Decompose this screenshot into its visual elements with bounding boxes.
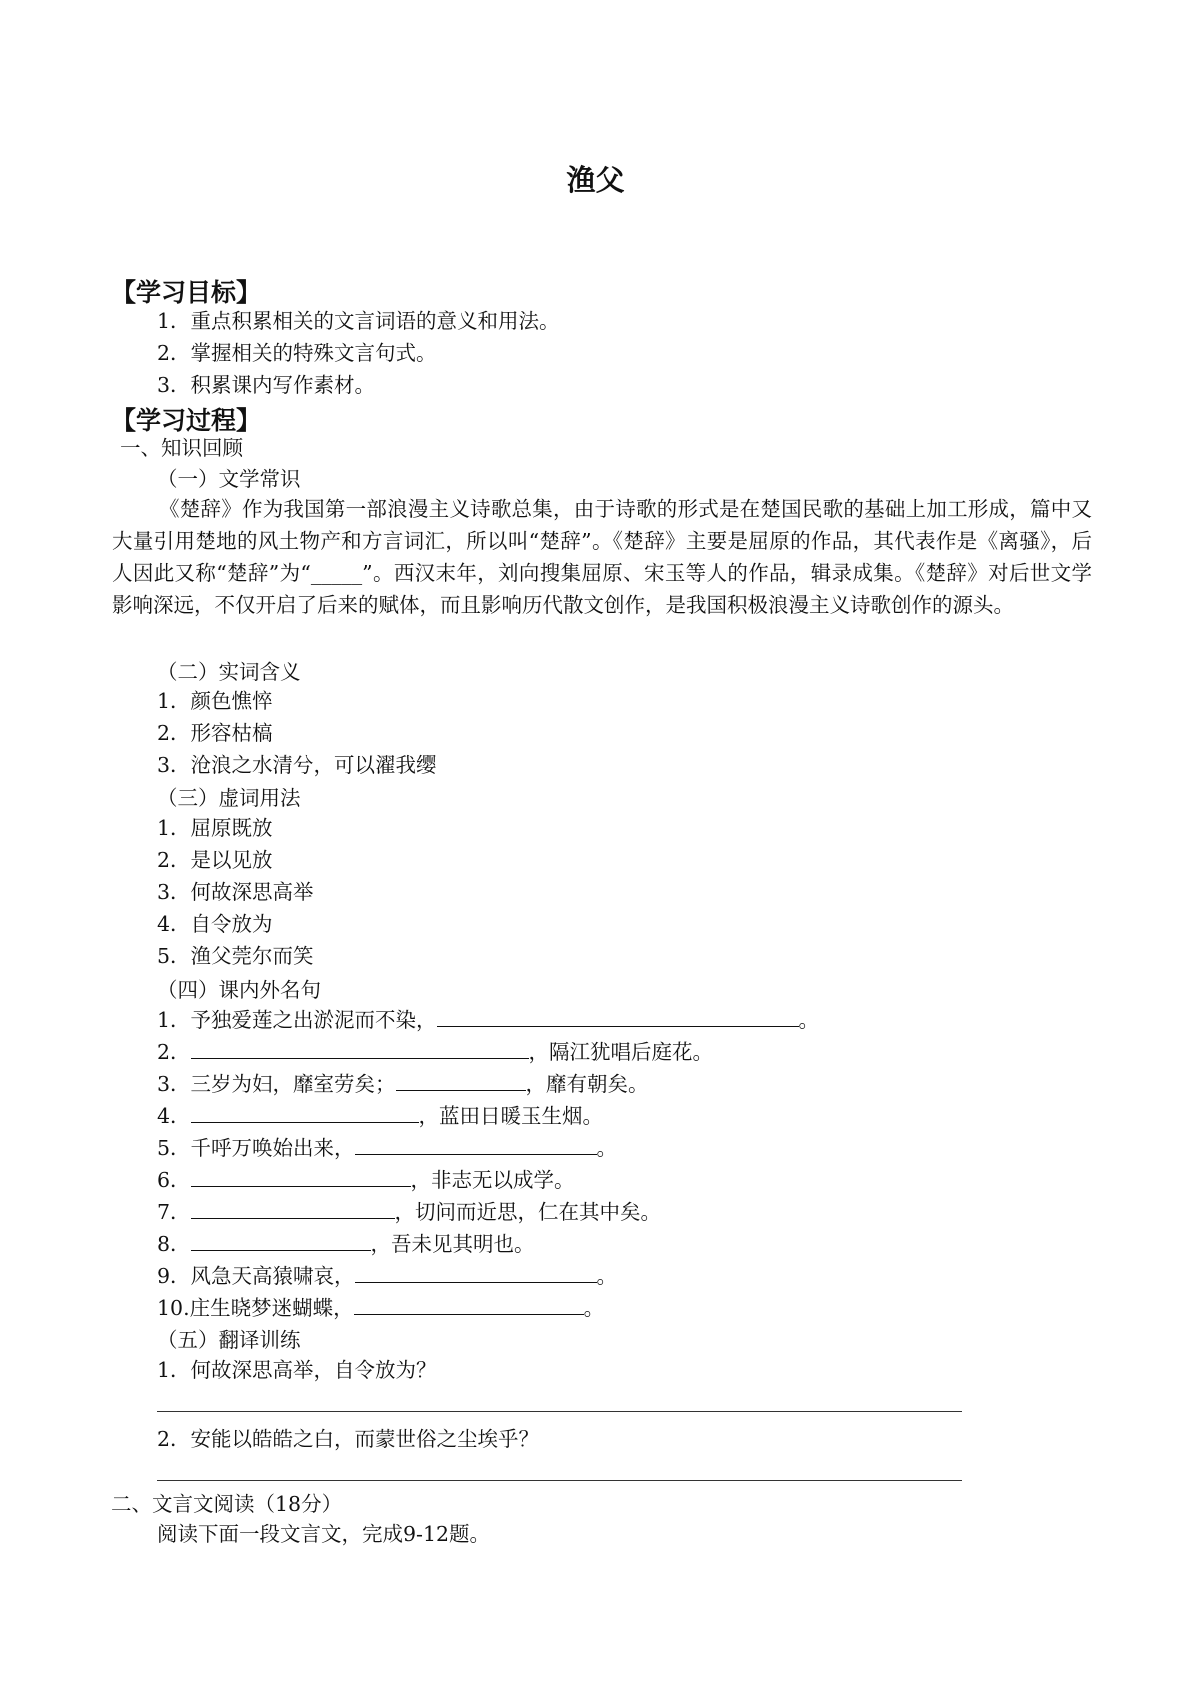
quote-item [157,1102,603,1130]
quote-item [157,1134,617,1162]
quote-number: 7． [157,1200,191,1224]
answer-blank[interactable] [396,1072,526,1091]
process-heading: 【学习过程】 [111,406,262,435]
sec4-title: （四）课内外名句 [157,978,321,1002]
quote-text-before: 风急天高猿啸哀， [190,1264,355,1288]
answer-blank[interactable] [191,1168,411,1187]
quote-text-after: ，隔江犹唱后庭花。 [528,1040,714,1064]
quote-number: 9． [157,1264,191,1288]
literature-paragraph: 《楚辞》作为我国第一部浪漫主义诗歌总集，由于诗歌的形式是在楚国民歌的基础上加工形成，篇中又大量引用楚地的风土物产和方言词汇，所以叫“楚辞”。《楚辞》主要是屈原的作品，其代表作是《离骚》，后人因此又称“楚辞”为“_____”。西汉末年，刘向搜集屈原、宋玉等人的作品，辑录成集。《楚辞》对后世文学影响深远，不仅开启了后来的赋体，而且影响历代散文创作，是我国积极浪漫主义诗歌创作的源头。 [112,497,1092,617]
quote-text-before: 庄生晓梦迷蝴蝶， [189,1296,354,1320]
sec3-item: 5．渔父莞尔而笑 [157,944,314,968]
translation-item: 2．安能以皓皓之白，而蒙世俗之尘埃乎？ [157,1427,540,1451]
sec3-item: 1．屈原既放 [157,816,273,840]
quote-number: 2． [157,1040,191,1064]
quote-text-before: 千呼万唤始出来， [190,1136,355,1160]
part2-title: 二、文言文阅读（18分） [111,1492,343,1516]
quote-item [157,1198,661,1226]
sec3-item: 3．何故深思高举 [157,880,314,904]
answer-blank[interactable] [191,1200,395,1219]
answer-blank[interactable] [354,1296,584,1315]
sec2-item: 2．形容枯槁 [157,721,273,745]
goals-heading: 【学习目标】 [111,278,262,307]
sec3-title: （三）虚词用法 [157,786,301,810]
answer-blank[interactable] [191,1232,371,1251]
answer-blank[interactable] [191,1104,419,1123]
quote-text-after: ，吾未见其明也。 [370,1232,535,1256]
translation-answer-line[interactable] [157,1480,962,1481]
answer-blank[interactable] [191,1040,529,1059]
goal-item: 3．积累课内写作素材。 [157,373,376,397]
quote-item [157,1262,617,1290]
quote-text-after: ，非志无以成学。 [410,1168,575,1192]
quote-number: 8． [157,1232,191,1256]
quote-text-after: ，蓝田日暖玉生烟。 [418,1104,604,1128]
quote-number: 5． [157,1136,191,1160]
quote-text-before: 予独爱莲之出淤泥而不染， [190,1008,437,1032]
quote-item [157,1294,604,1322]
answer-blank[interactable] [437,1008,799,1027]
quote-item [157,1166,575,1194]
quote-number: 10. [157,1296,190,1320]
sec2-item: 1．颜色憔悴 [157,689,273,713]
goal-item: 2．掌握相关的特殊文言句式。 [157,341,437,365]
quote-item [157,1070,649,1098]
quote-number: 6． [157,1168,191,1192]
part1-title: 一、知识回顾 [120,436,243,460]
quote-text-after: 。 [596,1264,618,1288]
sec3-item: 2．是以见放 [157,848,273,872]
quote-text-before: 三岁为妇，靡室劳矣； [190,1072,396,1096]
quote-text-after: 。 [596,1136,618,1160]
sec2-item: 3．沧浪之水清兮，可以濯我缨 [157,753,437,777]
sec1-title: （一）文学常识 [157,467,301,491]
part2-instruction: 阅读下面一段文言文，完成9-12题。 [157,1522,491,1546]
sec2-title: （二）实词含义 [157,660,301,684]
quote-text-after: 。 [583,1296,605,1320]
translation-answer-line[interactable] [157,1411,962,1412]
answer-blank[interactable] [355,1264,597,1283]
translation-item: 1．何故深思高举，自令放为？ [157,1358,437,1382]
quote-number: 1． [157,1008,191,1032]
quote-text-after: ，靡有朝矣。 [525,1072,649,1096]
quote-number: 4． [157,1104,191,1128]
quote-item [157,1230,535,1258]
goal-item: 1．重点积累相关的文言词语的意义和用法。 [157,309,560,333]
quote-text-after: 。 [798,1008,820,1032]
sec5-title: （五）翻译训练 [157,1328,301,1352]
quote-item [157,1006,819,1034]
quote-text-after: ，切问而近思，仁在其中矣。 [394,1200,662,1224]
quote-number: 3． [157,1072,191,1096]
quote-item [157,1038,713,1066]
answer-blank[interactable] [355,1136,597,1155]
page-title: 渔父 [566,163,625,197]
sec3-item: 4．自令放为 [157,912,273,936]
